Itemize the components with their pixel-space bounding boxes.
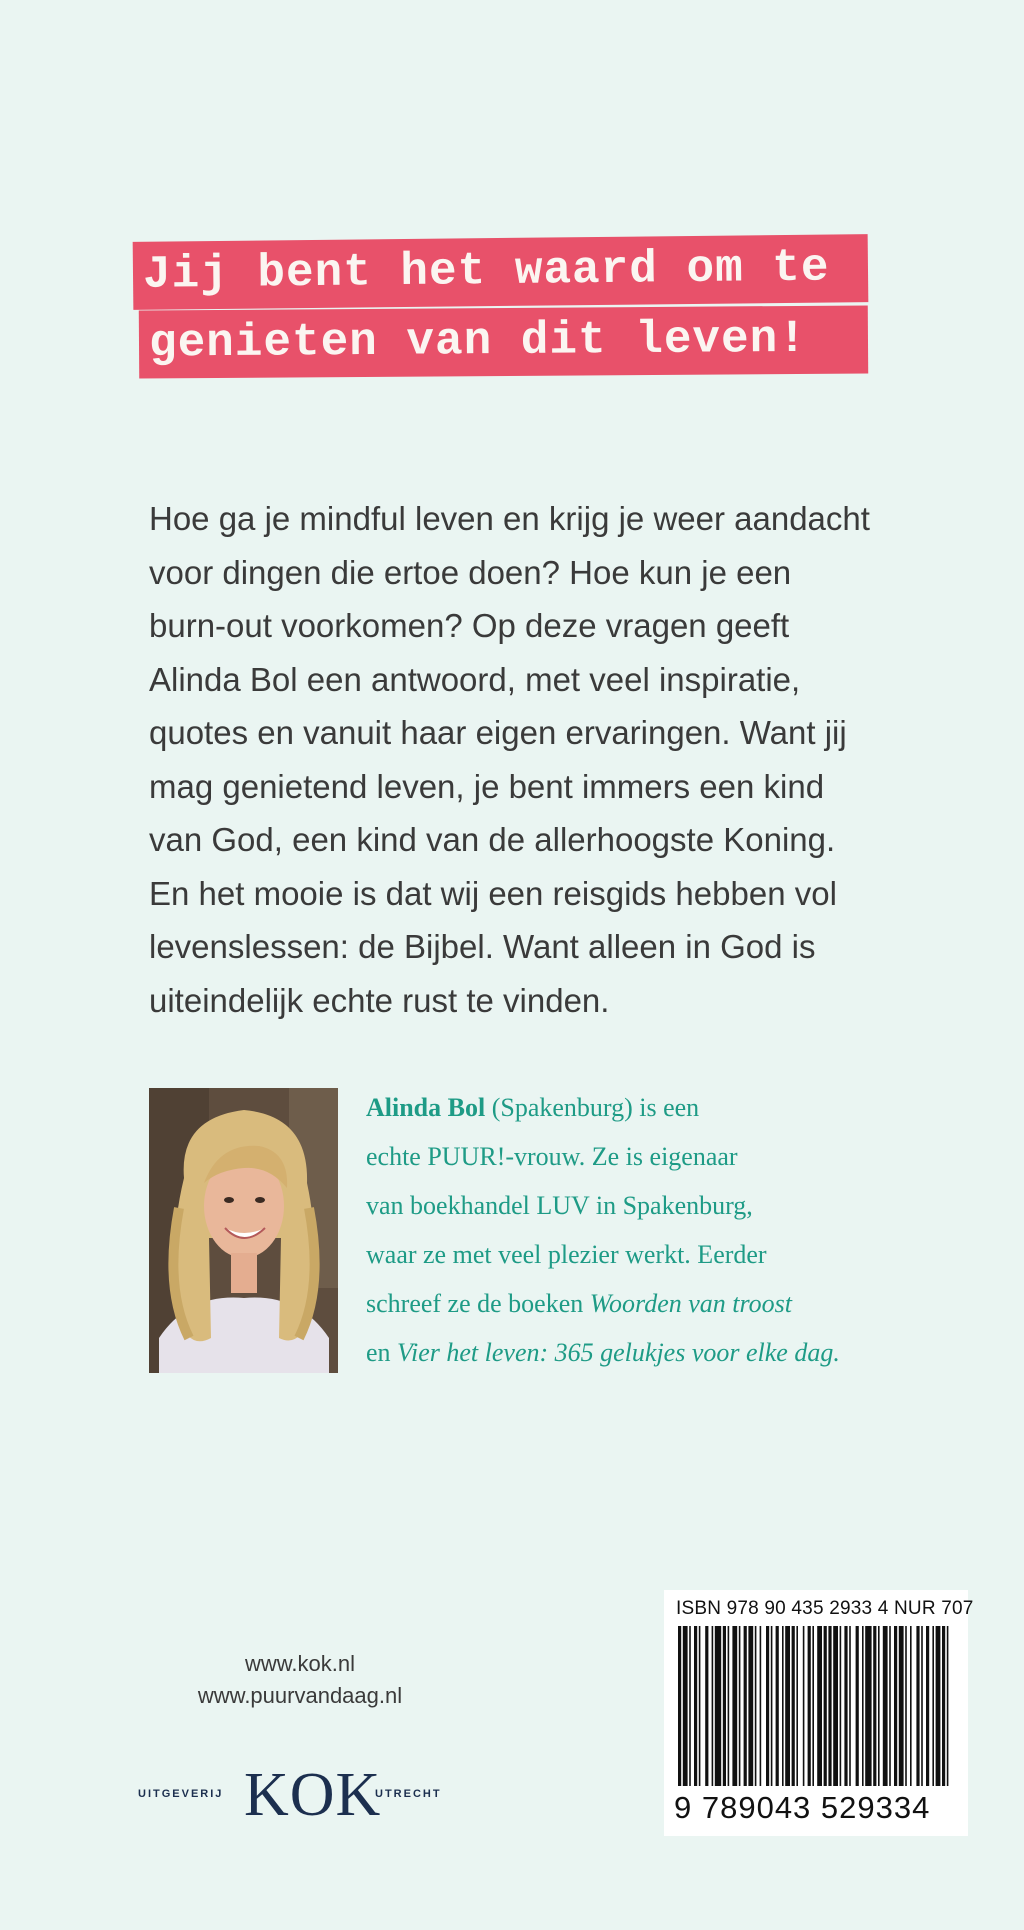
- book-title: Vier het leven: 365 gelukjes voor elke dag.: [397, 1338, 840, 1367]
- barcode-bars: [672, 1626, 960, 1791]
- author-portrait-illustration: [149, 1088, 338, 1373]
- blurb-line: uiteindelijk echte rust te vinden.: [149, 981, 610, 1019]
- bio-text: en: [366, 1338, 398, 1367]
- bio-text: (Spakenburg) is een: [485, 1093, 700, 1122]
- publisher-logo: [138, 1760, 448, 1830]
- blurb-line: En het mooie is dat wij een reisgids hebben vol: [149, 874, 837, 912]
- blurb-line: voor dingen die ertoe doen? Hoe kun je een: [149, 553, 792, 591]
- book-title: Woorden van troost: [589, 1289, 792, 1318]
- blurb-line: Alinda Bol een antwoord, met veel inspiratie,: [149, 660, 801, 698]
- book-blurb: [149, 492, 909, 1027]
- website-link[interactable]: www.puurvandaag.nl: [197, 1683, 403, 1708]
- author-name: Alinda Bol: [366, 1093, 486, 1122]
- logo-main-text: KOK: [244, 1761, 382, 1829]
- blurb-line: Hoe ga je mindful leven en krijg je weer aandacht: [149, 500, 870, 537]
- tagline-line-2: genieten van dit leven!: [139, 305, 868, 378]
- blurb-line: van God, een kind van de allerhoogste Koning.: [149, 821, 836, 858]
- websites: [150, 1648, 450, 1712]
- bio-text: echte PUUR!-vrouw. Ze is eigenaar: [366, 1142, 738, 1171]
- bio-text: van boekhandel LUV in Spakenburg,: [366, 1191, 753, 1220]
- tagline-line-1: Jij bent het waard om te: [133, 234, 869, 310]
- bio-text: schreef ze de boeken: [366, 1289, 590, 1318]
- bio-text: waar ze met veel plezier werkt. Eerder: [366, 1240, 767, 1269]
- barcode-digits: 9 789043 529334: [674, 1790, 931, 1825]
- isbn-line: ISBN 978 90 435 2933 4 NUR 707: [676, 1598, 974, 1619]
- blurb-line: mag genietend leven, je bent immers een kind: [149, 767, 825, 805]
- blurb-line: burn-out voorkomen? Op deze vragen geeft: [149, 607, 790, 644]
- tagline: [133, 238, 868, 376]
- author-photo: [149, 1088, 338, 1373]
- logo-right-text: UTRECHT: [375, 1788, 442, 1800]
- author-bio: [366, 1083, 886, 1377]
- blurb-line: levenslessen: de Bijbel. Want alleen in God is: [149, 928, 816, 965]
- barcode: [664, 1590, 974, 1836]
- blurb-line: quotes en vanuit haar eigen ervaringen. Want jij: [149, 714, 847, 751]
- website-link[interactable]: www.kok.nl: [244, 1651, 356, 1676]
- logo-left-text: UITGEVERIJ: [138, 1788, 224, 1800]
